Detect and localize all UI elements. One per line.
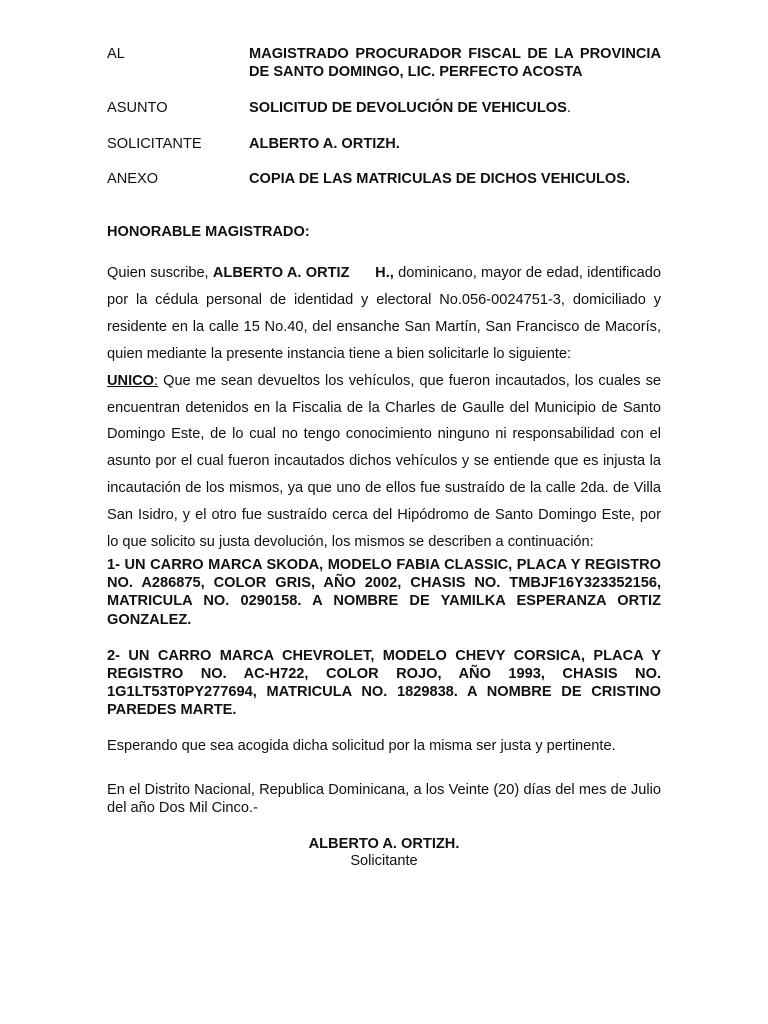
asunto-value: SOLICITUD DE DEVOLUCIÓN DE VEHICULOS xyxy=(249,100,567,116)
anexo-value: COPIA DE LAS MATRICULAS DE DICHOS VEHICULOS. xyxy=(249,171,631,187)
asunto-suffix: . xyxy=(566,100,571,116)
unico-paragraph xyxy=(107,368,661,556)
letter-body xyxy=(107,260,661,556)
header-row-solicitante xyxy=(107,136,661,154)
intro-paragraph xyxy=(107,260,661,368)
unico-text: Que me sean devueltos los vehículos, que fueron incautados, los cuales se encuentran detenidos en la Fiscalia de la Charles de Gaulle del Municipio de Santo Domingo Este, de lo cual no tengo conocimiento ninguno ni responsabilidad con el asunto por el cual fueron incautados dichos vehículos y se entiende que es injusta la incautación de los mismos, ya que uno de ellos fue sustraído de la calle 2da. de Villa San Isidro, y el otro fue sustraído cerca del Hipódromo de Santo Domingo Este, por lo que solicito su justa devolución, los mismos se describen a continuación: xyxy=(107,372,661,551)
applicant-name-part1: ALBERTO A. ORTIZ xyxy=(212,265,350,281)
anexo-label: ANEXO xyxy=(107,171,159,187)
unico-label: UNICO xyxy=(107,372,155,389)
signature-role: Solicitante xyxy=(350,853,418,869)
applicant-name-part2: H., xyxy=(375,265,394,281)
asunto-value-container xyxy=(249,100,661,118)
header-row-anexo xyxy=(107,171,661,189)
solicitante-label: SOLICITANTE xyxy=(107,135,202,152)
applicant-name-gap xyxy=(350,265,376,281)
unico-colon: : xyxy=(154,372,159,389)
signature-block xyxy=(107,836,661,871)
intro-lead: Quien suscribe, xyxy=(107,265,213,281)
header-row-asunto xyxy=(107,100,661,118)
place-date: En el Distrito Nacional, Republica Dominicana, a los Veinte (20) días del mes de Julio del año Dos Mil Cinco.- xyxy=(107,782,661,817)
asunto-label: ASUNTO xyxy=(107,100,168,116)
letter-page xyxy=(107,46,661,871)
header-row-al xyxy=(107,46,661,81)
salutation: HONORABLE MAGISTRADO: xyxy=(107,223,310,240)
vehicle-item-2: 2- UN CARRO MARCA CHEVROLET, MODELO CHEVY CORSICA, PLACA Y REGISTRO NO. AC-H722, COLOR ROJO, AÑO 1993, CHASIS NO. 1G1LT53T0PY277694, MATRICULA NO. 1829838. A NOMBRE DE CRISTINO PAREDES MARTE. xyxy=(107,647,661,719)
closing-sentence: Esperando que sea acogida dicha solicitud por la misma ser justa y pertinente. xyxy=(107,737,616,754)
vehicle-item-1: 1- UN CARRO MARCA SKODA, MODELO FABIA CLASSIC, PLACA Y REGISTRO NO. A286875, COLOR GRIS, AÑO 2002, CHASIS NO. TMBJF16Y323352156, MATRICULA NO. 0290158. A NOMBRE DE YAMILKA ESPERANZA ORTIZ GONZALEZ. xyxy=(107,556,661,628)
intro-rest: dominicano, mayor de edad, identificado por la cédula personal de identidad y electoral No.056-0024751-3, domiciliado y residente en la calle 15 No.40, del ensanche San Martín, San Francisco de Macorís, quien mediante la presente instancia tiene a bien solicitarle lo siguiente: xyxy=(107,265,662,362)
al-value: MAGISTRADO PROCURADOR FISCAL DE LA PROVINCIA DE SANTO DOMINGO, LIC. PERFECTO ACOSTA xyxy=(249,46,661,80)
al-label: AL xyxy=(107,46,125,62)
signature-name: ALBERTO A. ORTIZH. xyxy=(308,835,460,852)
solicitante-value: ALBERTO A. ORTIZH. xyxy=(249,135,400,152)
